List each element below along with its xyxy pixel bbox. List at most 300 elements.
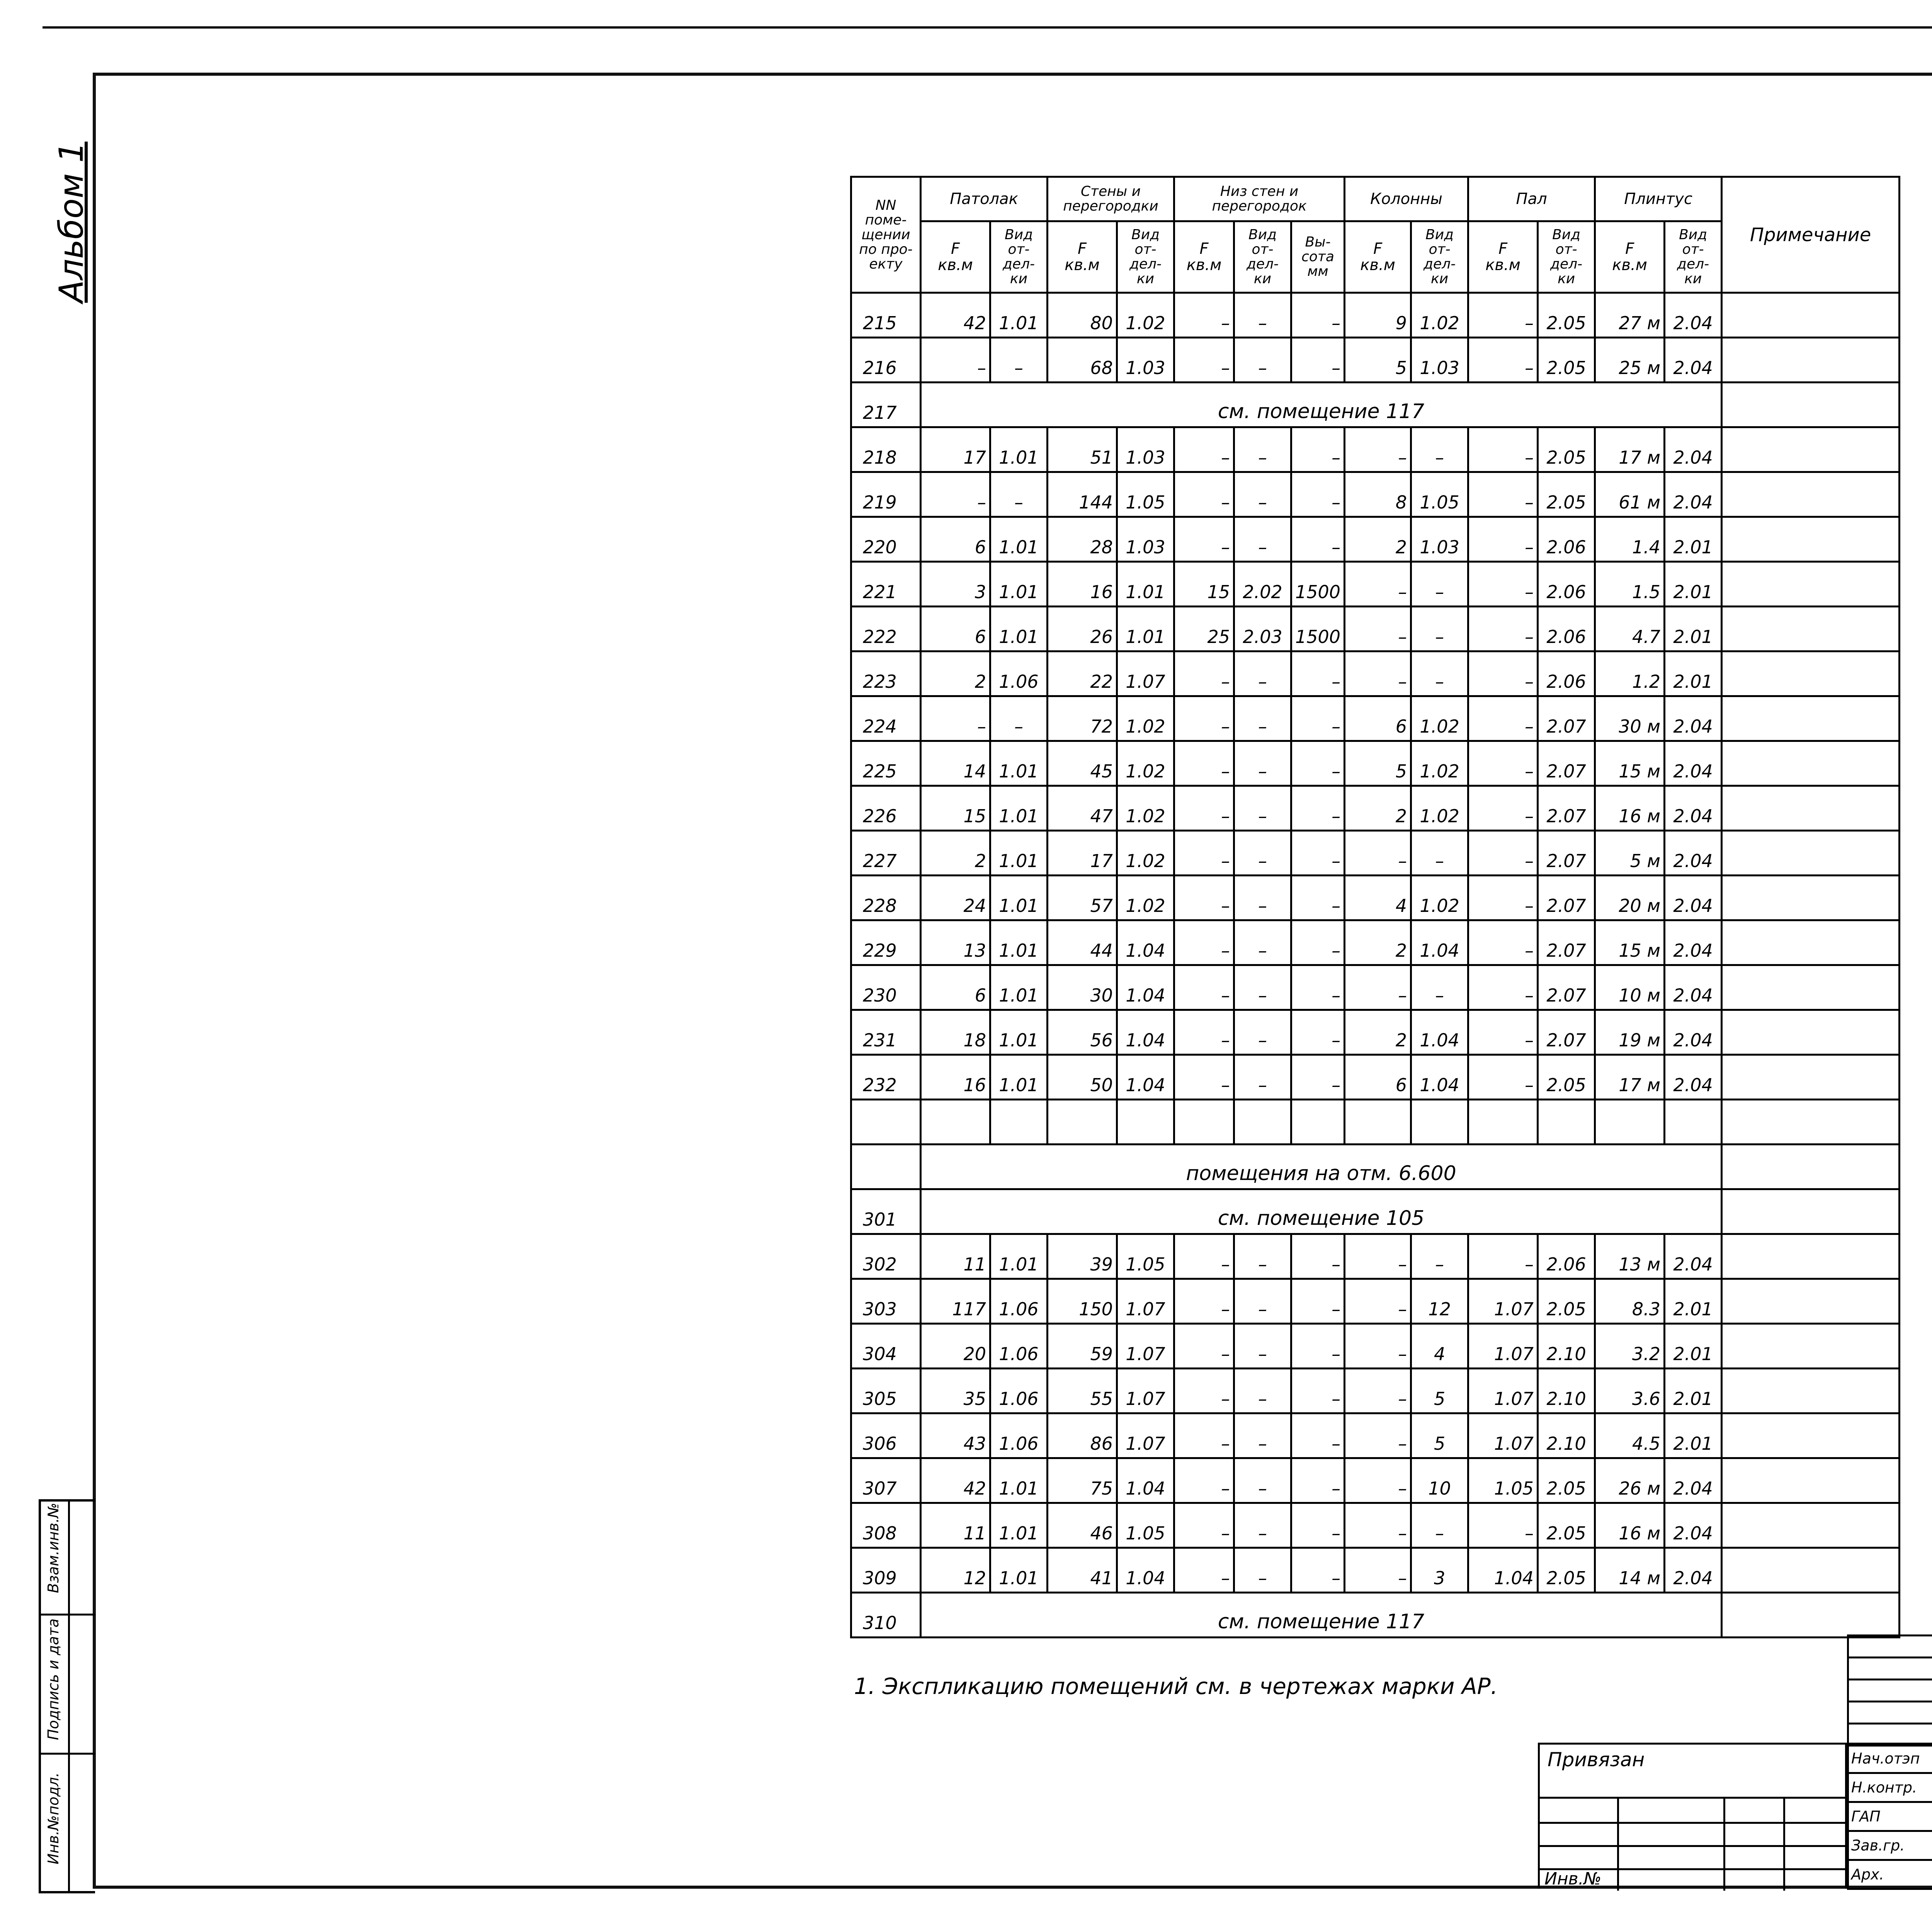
subheader-f: F кв.м <box>921 221 990 293</box>
role-cell: Зав.гр. <box>1848 1831 1932 1860</box>
k_f-cell: – <box>1345 1413 1411 1458</box>
l_v-cell: – <box>1234 1458 1291 1503</box>
k_f-cell: – <box>1345 1548 1411 1593</box>
header-note: Примечание <box>1722 177 1900 293</box>
k_v-cell: 5 <box>1411 1413 1468 1458</box>
span-cell: см. помещение 117 <box>921 1593 1722 1638</box>
w_v-cell: 1.07 <box>1117 1324 1174 1369</box>
role-cell: Нач.отэп <box>1848 1744 1932 1773</box>
l_h-cell: – <box>1291 338 1345 383</box>
l_h-cell: 1500 <box>1291 607 1345 651</box>
header-room-no: NN поме- щении по про- екту <box>851 177 921 293</box>
role-cell: ГАП <box>1848 1802 1932 1831</box>
p_v-cell: 2.10 <box>1538 1324 1595 1369</box>
pl_f-cell: 26 м <box>1595 1458 1665 1503</box>
pl_f-cell: 4.5 <box>1595 1413 1665 1458</box>
l_f-cell: – <box>1174 472 1234 517</box>
room-number-cell <box>851 1145 921 1189</box>
pl_f-cell: 16 м <box>1595 786 1665 831</box>
l_f-cell: – <box>1174 965 1234 1010</box>
l_f-cell: – <box>1174 1548 1234 1593</box>
k_v-cell: 1.05 <box>1411 472 1468 517</box>
span-cell: помещения на отм. 6.600 <box>921 1145 1722 1189</box>
room-number-cell: 215 <box>851 293 921 338</box>
subheader-kind: Вид от- дел- ки <box>1538 221 1595 293</box>
l_v-cell: – <box>1234 920 1291 965</box>
p_v-cell: 2.07 <box>1538 965 1595 1010</box>
c_v-cell: 1.01 <box>990 786 1048 831</box>
subheader-f: F кв.м <box>1174 221 1234 293</box>
pl_f-cell: 3.2 <box>1595 1324 1665 1369</box>
room-number-cell: 222 <box>851 607 921 651</box>
w_f-cell: 68 <box>1048 338 1117 383</box>
note-cell <box>1722 427 1900 472</box>
w_f-cell: 51 <box>1048 427 1117 472</box>
p_v-cell: 2.06 <box>1538 1234 1595 1279</box>
pl_f-cell: 19 м <box>1595 1010 1665 1055</box>
l_v-cell: – <box>1234 293 1291 338</box>
l_f-cell: – <box>1174 696 1234 741</box>
pl_v-cell: 2.04 <box>1665 338 1722 383</box>
w_v-cell: 1.02 <box>1117 831 1174 876</box>
empty-cell <box>1234 1100 1291 1145</box>
table-row <box>851 293 1900 338</box>
l_v-cell: – <box>1234 965 1291 1010</box>
table-row <box>851 1458 1900 1503</box>
w_f-cell: 56 <box>1048 1010 1117 1055</box>
c_v-cell: 1.01 <box>990 1458 1048 1503</box>
p_v-cell: 2.07 <box>1538 920 1595 965</box>
empty-cell <box>1538 1100 1595 1145</box>
pl_f-cell: 15 м <box>1595 741 1665 786</box>
room-number-cell: 307 <box>851 1458 921 1503</box>
l_v-cell: – <box>1234 1010 1291 1055</box>
c_v-cell: 1.06 <box>990 1324 1048 1369</box>
k_f-cell: – <box>1345 1503 1411 1548</box>
l_h-cell: – <box>1291 472 1345 517</box>
l_f-cell: – <box>1174 338 1234 383</box>
pl_v-cell: 2.04 <box>1665 1548 1722 1593</box>
table-row <box>851 876 1900 920</box>
k_f-cell: 4 <box>1345 876 1411 920</box>
p_v-cell: 2.07 <box>1538 696 1595 741</box>
note-cell <box>1722 472 1900 517</box>
p_f-cell: – <box>1468 517 1538 562</box>
pl_f-cell: 61 м <box>1595 472 1665 517</box>
pl_f-cell: 8.3 <box>1595 1279 1665 1324</box>
p_f-cell: – <box>1468 472 1538 517</box>
room-number-cell <box>851 1100 921 1145</box>
p_f-cell: – <box>1468 651 1538 696</box>
l_h-cell: – <box>1291 876 1345 920</box>
note-cell <box>1722 1279 1900 1324</box>
c_f-cell: 13 <box>921 920 990 965</box>
c_v-cell: 1.01 <box>990 741 1048 786</box>
k_f-cell: – <box>1345 1234 1411 1279</box>
l_f-cell: – <box>1174 517 1234 562</box>
w_f-cell: 16 <box>1048 562 1117 607</box>
w_f-cell: 28 <box>1048 517 1117 562</box>
w_v-cell: 1.04 <box>1117 1548 1174 1593</box>
empty-cell <box>1117 1100 1174 1145</box>
signature-row <box>1848 1802 1932 1831</box>
table-row <box>851 383 1900 427</box>
w_f-cell: 59 <box>1048 1324 1117 1369</box>
table-row <box>851 562 1900 607</box>
l_h-cell: – <box>1291 1010 1345 1055</box>
l_h-cell: – <box>1291 920 1345 965</box>
header-lower-walls: Низ стен и перегородок <box>1174 177 1345 221</box>
l_v-cell: – <box>1234 741 1291 786</box>
k_v-cell: 10 <box>1411 1458 1468 1503</box>
p_f-cell: – <box>1468 696 1538 741</box>
room-number-cell: 305 <box>851 1369 921 1413</box>
l_f-cell: – <box>1174 1055 1234 1100</box>
l_h-cell: – <box>1291 427 1345 472</box>
room-number-cell: 220 <box>851 517 921 562</box>
p_f-cell: 1.07 <box>1468 1369 1538 1413</box>
c_f-cell: 42 <box>921 293 990 338</box>
binding-block <box>1538 1743 1847 1889</box>
l_v-cell: – <box>1234 1055 1291 1100</box>
room-number-cell: 228 <box>851 876 921 920</box>
note-cell <box>1722 517 1900 562</box>
l_h-cell: – <box>1291 1503 1345 1548</box>
l_v-cell: – <box>1234 651 1291 696</box>
c_v-cell: 1.06 <box>990 1279 1048 1324</box>
w_v-cell: 1.03 <box>1117 427 1174 472</box>
k_f-cell: 6 <box>1345 696 1411 741</box>
c_f-cell: – <box>921 696 990 741</box>
k_f-cell: – <box>1345 427 1411 472</box>
table-row <box>851 1055 1900 1100</box>
table-row <box>851 1369 1900 1413</box>
l_h-cell: – <box>1291 741 1345 786</box>
header-plinth: Плинтус <box>1595 177 1722 221</box>
l_v-cell: – <box>1234 1234 1291 1279</box>
pl_v-cell: 2.04 <box>1665 920 1722 965</box>
l_f-cell: – <box>1174 1413 1234 1458</box>
pl_v-cell: 2.01 <box>1665 651 1722 696</box>
l_h-cell: – <box>1291 651 1345 696</box>
w_f-cell: 17 <box>1048 831 1117 876</box>
p_f-cell: – <box>1468 920 1538 965</box>
signature-date-label: Подпись и дата <box>45 1618 62 1740</box>
l_v-cell: – <box>1234 1548 1291 1593</box>
w_v-cell: 1.05 <box>1117 472 1174 517</box>
l_h-cell: – <box>1291 1413 1345 1458</box>
l_v-cell: 2.03 <box>1234 607 1291 651</box>
note-cell <box>1722 293 1900 338</box>
note-cell <box>1722 1145 1900 1189</box>
w_f-cell: 50 <box>1048 1055 1117 1100</box>
p_v-cell: 2.07 <box>1538 876 1595 920</box>
subheader-kind: Вид от- дел- ки <box>1117 221 1174 293</box>
empty-cell <box>921 1100 990 1145</box>
c_v-cell: 1.01 <box>990 1010 1048 1055</box>
note-cell <box>1722 786 1900 831</box>
c_v-cell: 1.01 <box>990 1503 1048 1548</box>
w_f-cell: 86 <box>1048 1413 1117 1458</box>
w_v-cell: 1.07 <box>1117 1413 1174 1458</box>
pl_v-cell: 2.01 <box>1665 1413 1722 1458</box>
l_f-cell: – <box>1174 831 1234 876</box>
l_h-cell: – <box>1291 293 1345 338</box>
table-row <box>851 1189 1900 1234</box>
room-number-cell: 306 <box>851 1413 921 1458</box>
c_v-cell: 1.01 <box>990 427 1048 472</box>
c_f-cell: 6 <box>921 965 990 1010</box>
top-trim-line <box>43 26 1932 29</box>
l_v-cell: – <box>1234 427 1291 472</box>
signature-row <box>1848 1831 1932 1860</box>
empty-cell <box>1291 1100 1345 1145</box>
w_v-cell: 1.02 <box>1117 876 1174 920</box>
pl_v-cell: 2.01 <box>1665 1369 1722 1413</box>
table-row <box>851 338 1900 383</box>
w_v-cell: 1.04 <box>1117 1458 1174 1503</box>
k_v-cell: – <box>1411 1234 1468 1279</box>
p_v-cell: 2.07 <box>1538 741 1595 786</box>
footnote: 1. Экспликацию помещений см. в чертежах марки АР. <box>854 1673 1498 1699</box>
c_v-cell: 1.01 <box>990 293 1048 338</box>
room-number-cell: 301 <box>851 1189 921 1234</box>
p_f-cell: 1.07 <box>1468 1413 1538 1458</box>
l_h-cell: 1500 <box>1291 562 1345 607</box>
note-cell <box>1722 1010 1900 1055</box>
table-row <box>851 1324 1900 1369</box>
room-number-cell: 227 <box>851 831 921 876</box>
inv-no-label: Инв.№ <box>1544 1869 1602 1889</box>
k_v-cell: 1.04 <box>1411 1010 1468 1055</box>
k_v-cell: 1.03 <box>1411 517 1468 562</box>
w_v-cell: 1.05 <box>1117 1503 1174 1548</box>
w_f-cell: 47 <box>1048 786 1117 831</box>
table-row <box>851 1548 1900 1593</box>
l_v-cell: – <box>1234 876 1291 920</box>
l_v-cell: – <box>1234 1503 1291 1548</box>
c_f-cell: 15 <box>921 786 990 831</box>
pl_f-cell: 3.6 <box>1595 1369 1665 1413</box>
table-row <box>851 607 1900 651</box>
p_v-cell: 2.06 <box>1538 517 1595 562</box>
note-cell <box>1722 1593 1900 1638</box>
p_f-cell: 1.05 <box>1468 1458 1538 1503</box>
w_f-cell: 22 <box>1048 651 1117 696</box>
l_f-cell: – <box>1174 786 1234 831</box>
k_v-cell: 1.04 <box>1411 920 1468 965</box>
header-ceiling: Патолак <box>921 177 1048 221</box>
pl_v-cell: 2.04 <box>1665 1458 1722 1503</box>
c_v-cell: – <box>990 696 1048 741</box>
note-cell <box>1722 562 1900 607</box>
l_f-cell: – <box>1174 1279 1234 1324</box>
c_f-cell: 42 <box>921 1458 990 1503</box>
l_f-cell: – <box>1174 1010 1234 1055</box>
l_v-cell: – <box>1234 1369 1291 1413</box>
l_h-cell: – <box>1291 1234 1345 1279</box>
pl_v-cell: 2.04 <box>1665 472 1722 517</box>
pl_f-cell: 25 м <box>1595 338 1665 383</box>
k_v-cell: 5 <box>1411 1369 1468 1413</box>
p_v-cell: 2.06 <box>1538 607 1595 651</box>
replacement-inv-label: Взам.инв.№ <box>45 1503 62 1593</box>
c_f-cell: – <box>921 338 990 383</box>
album-label: Альбом 1 <box>52 141 91 303</box>
pl_v-cell: 2.01 <box>1665 1324 1722 1369</box>
k_f-cell: 5 <box>1345 741 1411 786</box>
l_v-cell: – <box>1234 472 1291 517</box>
pl_f-cell: 5 м <box>1595 831 1665 876</box>
pl_v-cell: 2.04 <box>1665 1010 1722 1055</box>
note-cell <box>1722 651 1900 696</box>
p_v-cell: 2.07 <box>1538 831 1595 876</box>
pl_v-cell: 2.04 <box>1665 696 1722 741</box>
l_f-cell: 25 <box>1174 607 1234 651</box>
p_f-cell: – <box>1468 1010 1538 1055</box>
pl_f-cell: 30 м <box>1595 696 1665 741</box>
c_v-cell: 1.01 <box>990 1055 1048 1100</box>
table-row <box>851 741 1900 786</box>
p_v-cell: 2.06 <box>1538 651 1595 696</box>
l_f-cell: – <box>1174 293 1234 338</box>
k_f-cell: – <box>1345 831 1411 876</box>
w_f-cell: 80 <box>1048 293 1117 338</box>
c_f-cell: 3 <box>921 562 990 607</box>
subheader-f: F кв.м <box>1595 221 1665 293</box>
note-cell <box>1722 1100 1900 1145</box>
l_f-cell: – <box>1174 741 1234 786</box>
pl_f-cell: 16 м <box>1595 1503 1665 1548</box>
empty-cell <box>1174 1100 1234 1145</box>
pl_f-cell: 17 м <box>1595 427 1665 472</box>
w_f-cell: 72 <box>1048 696 1117 741</box>
k_f-cell: – <box>1345 651 1411 696</box>
table-row <box>851 965 1900 1010</box>
span-cell: см. помещение 117 <box>921 383 1722 427</box>
c_f-cell: 6 <box>921 517 990 562</box>
l_v-cell: – <box>1234 338 1291 383</box>
k_f-cell: 6 <box>1345 1055 1411 1100</box>
p_v-cell: 2.05 <box>1538 1458 1595 1503</box>
span-cell: см. помещение 105 <box>921 1189 1722 1234</box>
table-row <box>851 786 1900 831</box>
c_v-cell: 1.01 <box>990 607 1048 651</box>
c_f-cell: 12 <box>921 1548 990 1593</box>
w_v-cell: 1.02 <box>1117 741 1174 786</box>
pl_f-cell: 27 м <box>1595 293 1665 338</box>
p_v-cell: 2.05 <box>1538 293 1595 338</box>
w_f-cell: 57 <box>1048 876 1117 920</box>
note-cell <box>1722 607 1900 651</box>
p_f-cell: – <box>1468 876 1538 920</box>
room-number-cell: 223 <box>851 651 921 696</box>
frame-top <box>93 73 1932 76</box>
c_f-cell: 18 <box>921 1010 990 1055</box>
l_v-cell: 2.02 <box>1234 562 1291 607</box>
c_f-cell: 24 <box>921 876 990 920</box>
c_f-cell: 17 <box>921 427 990 472</box>
k_f-cell: – <box>1345 1324 1411 1369</box>
w_f-cell: 39 <box>1048 1234 1117 1279</box>
side-stamp <box>39 1499 95 1893</box>
signatures-table <box>1847 1743 1932 1890</box>
k_v-cell: – <box>1411 651 1468 696</box>
p_v-cell: 2.05 <box>1538 1279 1595 1324</box>
k_f-cell: – <box>1345 1458 1411 1503</box>
note-cell <box>1722 1458 1900 1503</box>
pl_v-cell: 2.04 <box>1665 965 1722 1010</box>
c_f-cell: 117 <box>921 1279 990 1324</box>
room-number-cell: 310 <box>851 1593 921 1638</box>
note-cell <box>1722 876 1900 920</box>
pl_v-cell: 2.04 <box>1665 427 1722 472</box>
w_v-cell: 1.04 <box>1117 1010 1174 1055</box>
room-number-cell: 226 <box>851 786 921 831</box>
note-cell <box>1722 1324 1900 1369</box>
k_v-cell: – <box>1411 562 1468 607</box>
subheader-f: F кв.м <box>1048 221 1117 293</box>
k_v-cell: 12 <box>1411 1279 1468 1324</box>
pl_v-cell: 2.01 <box>1665 562 1722 607</box>
w_v-cell: 1.04 <box>1117 1055 1174 1100</box>
l_h-cell: – <box>1291 1324 1345 1369</box>
c_v-cell: 1.06 <box>990 1369 1048 1413</box>
table-row <box>851 1145 1900 1189</box>
w_f-cell: 26 <box>1048 607 1117 651</box>
table-row <box>851 831 1900 876</box>
room-number-cell: 219 <box>851 472 921 517</box>
note-cell <box>1722 1413 1900 1458</box>
note-cell <box>1722 696 1900 741</box>
k_f-cell: – <box>1345 562 1411 607</box>
note-cell <box>1722 1503 1900 1548</box>
k_f-cell: 8 <box>1345 472 1411 517</box>
c_f-cell: 11 <box>921 1503 990 1548</box>
note-cell <box>1722 1234 1900 1279</box>
w_v-cell: 1.07 <box>1117 1279 1174 1324</box>
p_f-cell: – <box>1468 293 1538 338</box>
header-walls: Стены и перегородки <box>1048 177 1174 221</box>
c_f-cell: – <box>921 472 990 517</box>
room-number-cell: 218 <box>851 427 921 472</box>
l_v-cell: – <box>1234 696 1291 741</box>
room-number-cell: 302 <box>851 1234 921 1279</box>
w_v-cell: 1.07 <box>1117 651 1174 696</box>
room-number-cell: 229 <box>851 920 921 965</box>
room-number-cell: 217 <box>851 383 921 427</box>
k_f-cell: 2 <box>1345 920 1411 965</box>
title-block-revision-grid <box>1847 1634 1932 1747</box>
c_v-cell: 1.01 <box>990 920 1048 965</box>
k_v-cell: 4 <box>1411 1324 1468 1369</box>
room-number-cell: 309 <box>851 1548 921 1593</box>
note-cell <box>1722 741 1900 786</box>
room-number-cell: 308 <box>851 1503 921 1548</box>
p_f-cell: – <box>1468 338 1538 383</box>
note-cell <box>1722 1055 1900 1100</box>
l_v-cell: – <box>1234 517 1291 562</box>
p_f-cell: – <box>1468 741 1538 786</box>
w_v-cell: 1.01 <box>1117 562 1174 607</box>
header-columns: Колонны <box>1345 177 1468 221</box>
l_h-cell: – <box>1291 786 1345 831</box>
pl_f-cell: 1.2 <box>1595 651 1665 696</box>
p_f-cell: – <box>1468 831 1538 876</box>
table-row <box>851 1593 1900 1638</box>
l_f-cell: – <box>1174 1503 1234 1548</box>
p_f-cell: 1.04 <box>1468 1548 1538 1593</box>
